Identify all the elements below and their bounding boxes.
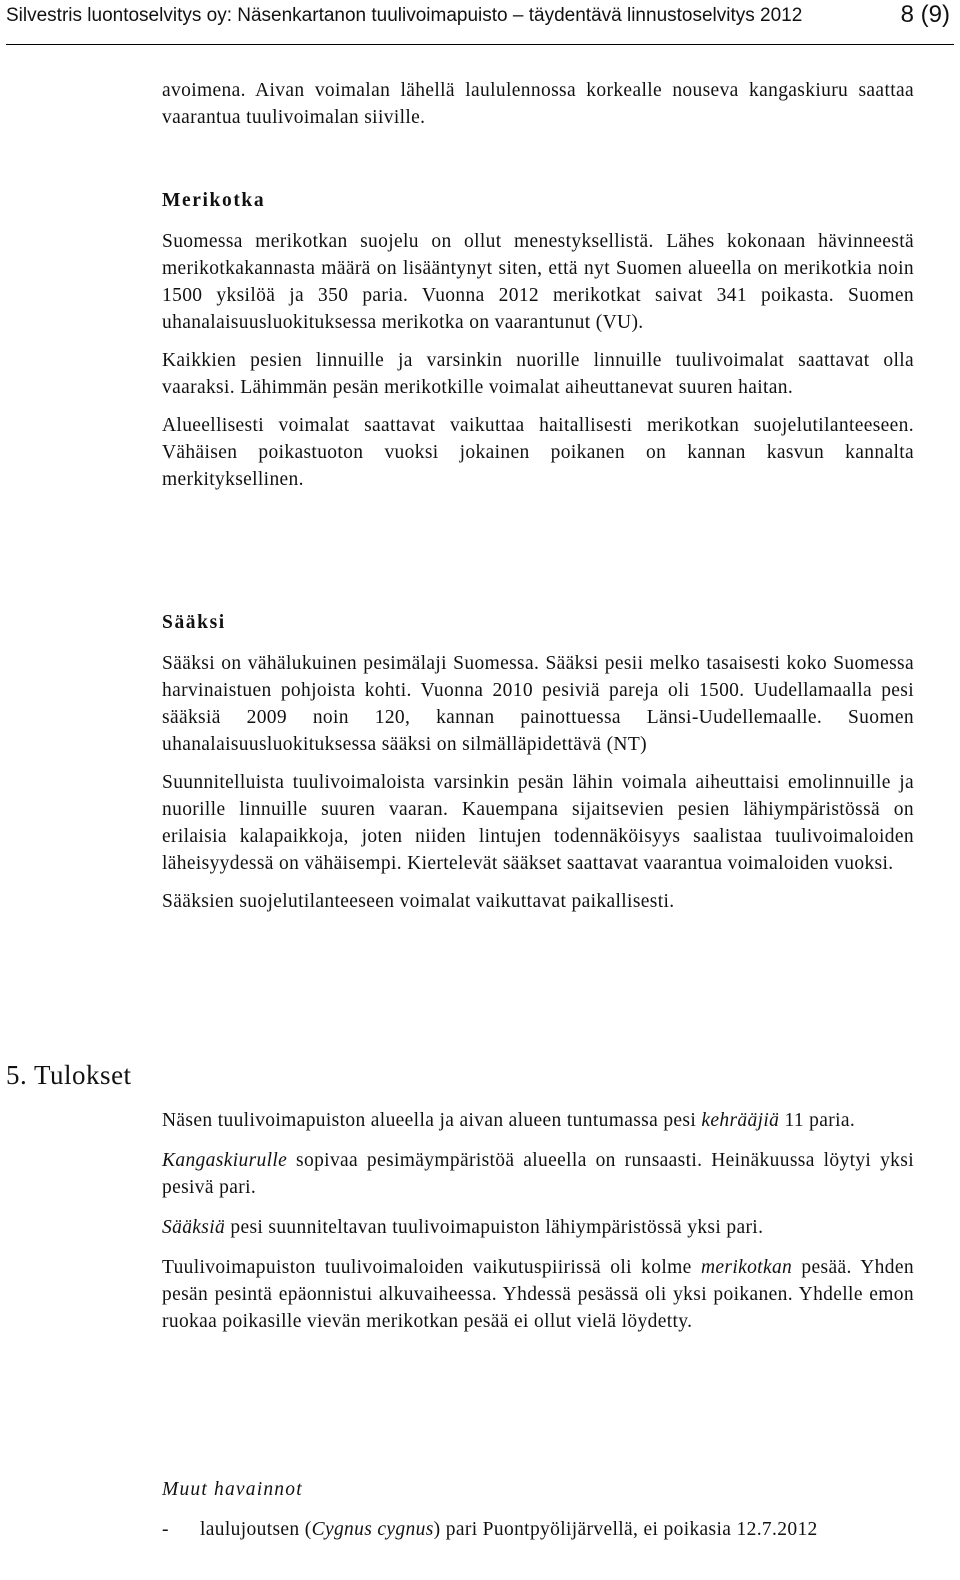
result-3-text: pesi suunniteltavan tuulivoimapuiston lähiympäristössä yksi pari. — [225, 1217, 764, 1238]
merikotka-paragraph-1: Suomessa merikotkan suojelu on ollut menestyksellistä. Lähes kokonaan hävinneestä merikotkakannasta määrä on lisääntynyt siten, että nyt Suomen alueella on merikotkia noin 1500 yksilöä ja 350 paria. Vuonna 2012 merikotkat saivat 341 poikasta. Suomen uhanalaisuusluokituksessa merikotka on vaarantunut (VU). — [162, 231, 914, 333]
result-4-text-b: pesää. Yhden pesän pesintä epäonnistui alkuvaiheessa. Yhdessä pesässä oli yksi poikanen. Yhdelle emon ruokaa poikasille vievän merikotkan pesää ei ollut vielä löydetty. — [162, 1257, 914, 1332]
result-3-species: Sääksiä — [162, 1217, 226, 1238]
result-1-text-a: Näsen tuulivoimapuiston alueella ja aivan alueen tuntumassa pesi — [162, 1110, 702, 1131]
merikotka-section — [162, 187, 914, 493]
list-item-text — [200, 1516, 818, 1543]
intro-block — [162, 77, 914, 131]
result-1-text-b: 11 paria. — [779, 1110, 856, 1131]
saaksi-paragraph-2: Suunnitelluista tuulivoimaloista varsinkin pesän lähin voimala aiheuttaisi emolinnuille ja nuorille linnuille suuren vaaran. Kauempana sijaitsevien pesien lähiympäristössä on erilaisia kalapaikkoja, joten niiden lintujen todennäköisyys saalistaa tuulivoimaloiden läheisyydessä on vähäisempi. Kiertelevät sääkset saattavat vaarantua voimaloiden vuoksi. — [162, 772, 914, 874]
merikotka-heading: Merikotka — [162, 190, 266, 211]
merikotka-paragraph-3: Alueellisesti voimalat saattavat vaikuttaa haitallisesti merikotkan suojelutilanteeseen. Vähäisen poikastuoton vuoksi jokainen poikanen on kannan kasvun kannalta merkityksellinen. — [162, 415, 914, 490]
other-observations-section — [162, 1476, 914, 1543]
other-observations-heading: Muut havainnot — [162, 1479, 303, 1500]
list-item-species: Cygnus cygnus — [311, 1519, 434, 1540]
merikotka-paragraph-2: Kaikkien pesien linnuille ja varsinkin nuorille linnuille tuulivoimalat saattavat olla vaaraksi. Lähimmän pesän merikotkille voimalat aiheuttanevat suuren haitan. — [162, 350, 914, 398]
page-header — [6, 0, 954, 45]
result-4-text-a: Tuulivoimapuiston tuulivoimaloiden vaikutuspiirissä oli kolme — [162, 1257, 701, 1278]
page-number: 8 (9) — [900, 1, 950, 28]
result-4-species: merikotkan — [700, 1257, 793, 1278]
list-item-text-a: laulujoutsen ( — [200, 1519, 312, 1540]
result-2-species: Kangaskiurulle — [162, 1150, 288, 1171]
saaksi-paragraph-3: Sääksien suojelutilanteeseen voimalat vaikuttavat paikallisesti. — [162, 891, 675, 912]
list-dash: - — [162, 1519, 169, 1540]
section-heading-results: 5. Tulokset — [6, 1060, 132, 1090]
intro-paragraph: avoimena. Aivan voimalan lähellä laululennossa korkealle nouseva kangaskiuru saattaa vaarantua tuulivoimalan siiville. — [162, 80, 914, 128]
result-paragraph-4 — [162, 1254, 914, 1335]
result-paragraph-3 — [162, 1214, 914, 1241]
result-paragraph-1 — [162, 1107, 914, 1134]
result-2-text: sopivaa pesimäympäristöä alueella on runsaasti. Heinäkuussa löytyi yksi pesivä pari. — [162, 1150, 914, 1198]
saaksi-section — [162, 609, 914, 915]
saaksi-paragraph-1: Sääksi on vähälukuinen pesimälaji Suomessa. Sääksi pesii melko tasaisesti koko Suomessa harvinaistuen pohjoista kohti. Vuonna 2010 pesiviä pareja oli 1500. Uudellamaalla pesi sääksiä 2009 noin 120, kannan painottuessa Länsi-Uudellemaalle. Suomen uhanalaisuusluokituksessa sääksi on silmälläpidettävä (NT) — [162, 653, 914, 755]
result-1-species: kehrääjiä — [701, 1110, 780, 1131]
saaksi-heading: Sääksi — [162, 612, 226, 633]
list-item-text-b: ) pari Puontpyölijärvellä, ei poikasia 12.7.2012 — [433, 1519, 818, 1540]
result-paragraph-2 — [162, 1147, 914, 1201]
document-title: Silvestris luontoselvitys oy: Näsenkartanon tuulivoimapuisto – täydentävä linnustoselvitys 2012 — [6, 5, 803, 26]
list-item — [162, 1516, 914, 1543]
results-section — [162, 1107, 914, 1335]
